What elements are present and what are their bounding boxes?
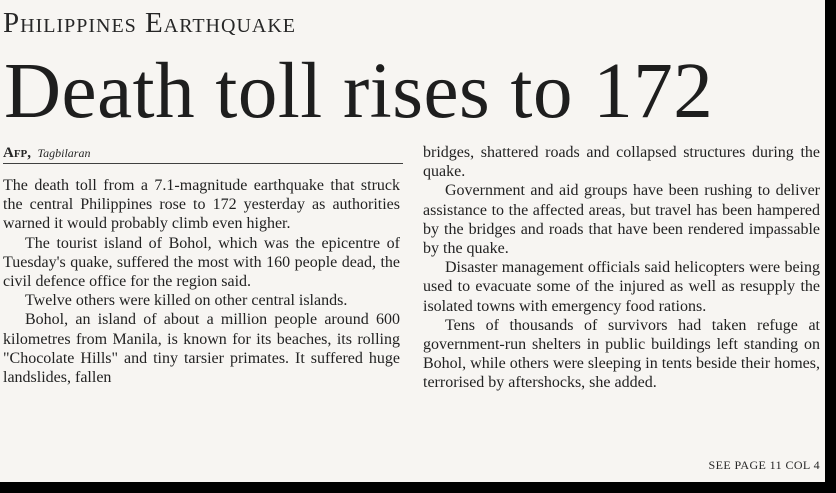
paragraph: Tens of thousands of survivors had taken refuge at government-run shelters in public buildings left standing on Bohol, while others were sleeping in tents beside their homes, terrorised by aftershocks, she added. bbox=[423, 316, 820, 392]
paragraph: Government and aid groups have been rushing to deliver assistance to the affected areas, but travel has been hampered by the bridges and roads that have been rendered impassable by the quake. bbox=[423, 182, 820, 258]
byline-dateline: Tagbilaran bbox=[37, 146, 91, 160]
paragraph: Twelve others were killed on other central islands. bbox=[25, 292, 348, 310]
paragraph: The tourist island of Bohol, which was the epicentre of Tuesday's quake, suffered the most with 160 people dead, the civil defence office for the region said. bbox=[3, 234, 400, 291]
article-column-right bbox=[423, 143, 820, 393]
paragraph: Bohol, an island of about a million people around 600 kilometres from Manila, is known for its beaches, its rolling "Chocolate Hills" and tiny tarsier primates. It suffered huge landslides, fallen bbox=[3, 311, 400, 387]
byline-agency: Afp, bbox=[3, 145, 32, 161]
paragraph: The death toll from a 7.1-magnitude earthquake that struck the central Philippines rose to 172 yesterday as authorities warned it would probably climb even higher. bbox=[3, 177, 400, 233]
article-column-left bbox=[3, 176, 400, 387]
paragraph-continuation: bridges, shattered roads and collapsed structures during the quake. bbox=[423, 144, 820, 181]
paragraph: Disaster management officials said helicopters were being used to evacuate some of the injured as well as resupply the isolated towns with emergency food rations. bbox=[423, 259, 820, 315]
continuation-jump-line: SEE PAGE 11 COL 4 bbox=[708, 458, 820, 472]
section-kicker: Philippines Earthquake bbox=[3, 7, 296, 39]
headline: Death toll rises to 172 bbox=[4, 48, 714, 135]
byline bbox=[3, 143, 403, 164]
